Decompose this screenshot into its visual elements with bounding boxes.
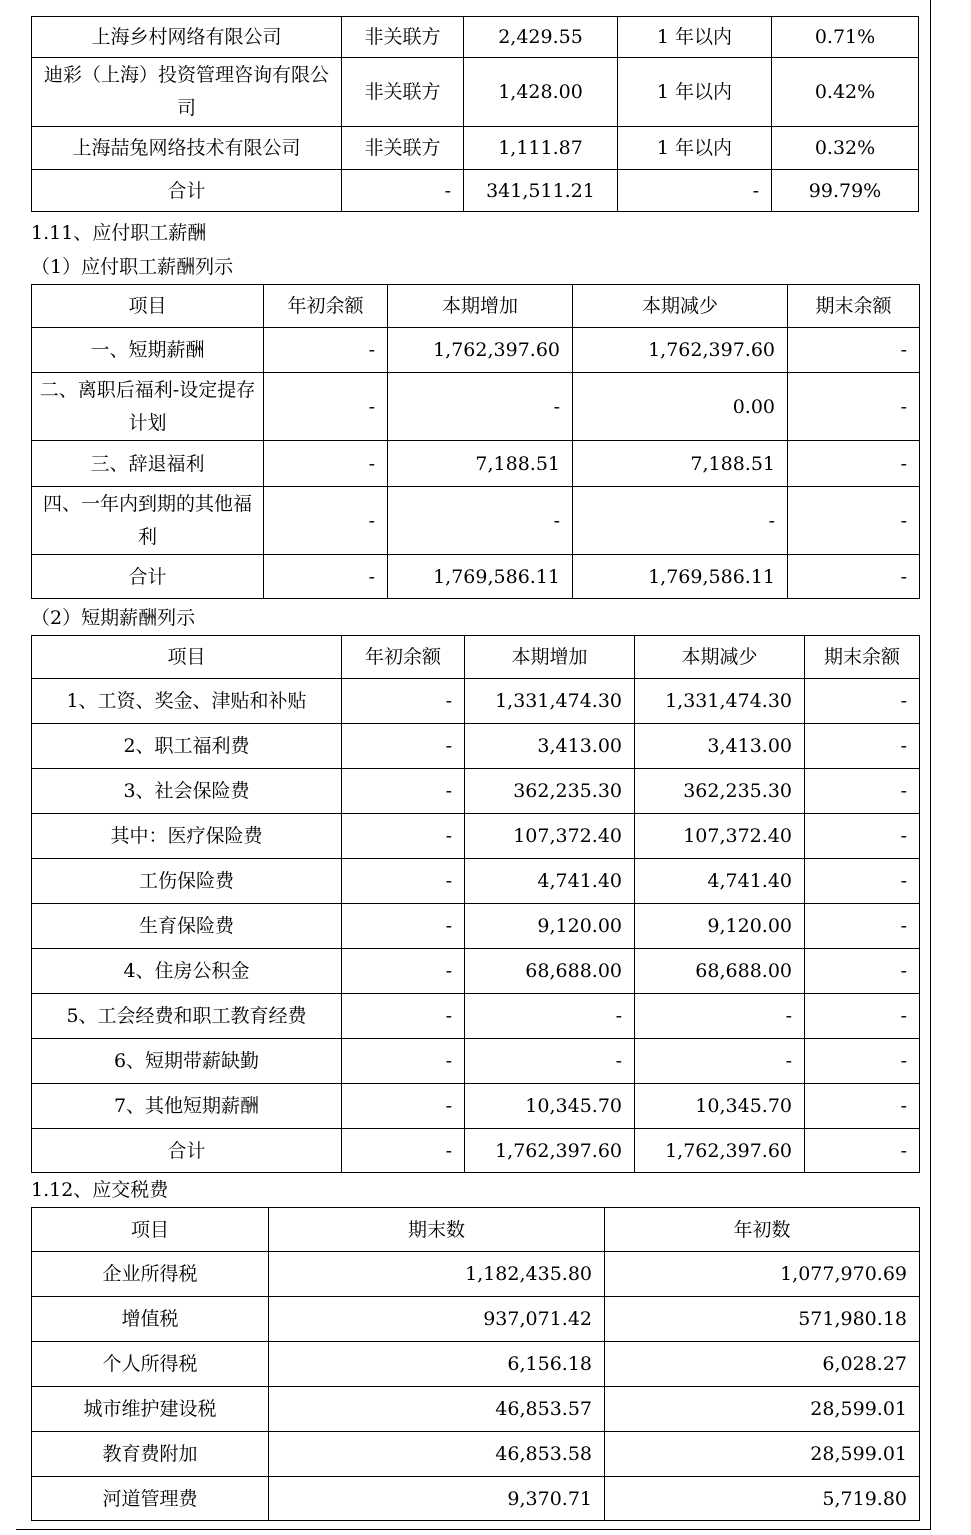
closing-cell: - — [788, 487, 920, 555]
decrease-cell: - — [573, 487, 788, 555]
decrease-cell: 10,345.70 — [635, 1084, 805, 1129]
decrease-cell: 0.00 — [573, 373, 788, 441]
table-row — [32, 769, 920, 814]
opening-cell: - — [342, 904, 465, 949]
item-cell: 四、一年内到期的其他福利 — [32, 487, 264, 555]
increase-cell: 1,769,586.11 — [388, 555, 573, 599]
table-row — [32, 904, 920, 949]
opening-cell: - — [264, 555, 388, 599]
closing-cell: - — [788, 441, 920, 487]
tax-item-cell: 企业所得税 — [32, 1252, 269, 1297]
opening-cell: - — [342, 949, 465, 994]
decrease-cell: 1,762,397.60 — [635, 1129, 805, 1173]
column-header: 项目 — [32, 285, 264, 328]
table-row — [32, 859, 920, 904]
relation-cell: 非关联方 — [342, 127, 464, 170]
item-cell: 6、短期带薪缺勤 — [32, 1039, 342, 1084]
item-cell: 二、离职后福利-设定提存计划 — [32, 373, 264, 441]
increase-cell: 4,741.40 — [465, 859, 635, 904]
company-name-cell: 上海乡村网络有限公司 — [32, 17, 342, 58]
closing-cell: - — [805, 769, 920, 814]
table-row — [32, 17, 919, 58]
decrease-cell: 68,688.00 — [635, 949, 805, 994]
decrease-cell: 107,372.40 — [635, 814, 805, 859]
item-cell: 三、辞退福利 — [32, 441, 264, 487]
closing-amount-cell: 937,071.42 — [269, 1297, 605, 1342]
decrease-cell: 1,769,586.11 — [573, 555, 788, 599]
decrease-cell: - — [635, 994, 805, 1039]
receivables-table — [31, 16, 919, 212]
amount-cell: 2,429.55 — [464, 17, 618, 58]
closing-cell: - — [805, 724, 920, 769]
column-header: 本期增加 — [465, 636, 635, 679]
company-name-cell: 上海喆兔网络技术有限公司 — [32, 127, 342, 170]
relation-cell: - — [342, 170, 464, 212]
increase-cell: 68,688.00 — [465, 949, 635, 994]
closing-cell: - — [788, 328, 920, 373]
increase-cell: 362,235.30 — [465, 769, 635, 814]
table-row — [32, 1129, 920, 1173]
table-row — [32, 949, 920, 994]
column-header: 期末数 — [269, 1208, 605, 1252]
tax-payable-table — [31, 1207, 920, 1521]
aging-cell: - — [618, 170, 772, 212]
increase-cell: 9,120.00 — [465, 904, 635, 949]
table-row — [32, 814, 920, 859]
opening-amount-cell: 28,599.01 — [605, 1387, 920, 1432]
item-cell: 7、其他短期薪酬 — [32, 1084, 342, 1129]
column-header: 项目 — [32, 1208, 269, 1252]
item-cell: 2、职工福利费 — [32, 724, 342, 769]
decrease-cell: 7,188.51 — [573, 441, 788, 487]
table-row — [32, 1342, 920, 1387]
amount-cell: 1,111.87 — [464, 127, 618, 170]
table-header-row — [32, 636, 920, 679]
table-row — [32, 555, 920, 599]
increase-cell: 1,762,397.60 — [388, 328, 573, 373]
tax-item-cell: 城市维护建设税 — [32, 1387, 269, 1432]
item-cell: 工伤保险费 — [32, 859, 342, 904]
decrease-cell: 362,235.30 — [635, 769, 805, 814]
opening-cell: - — [342, 994, 465, 1039]
tax-item-cell: 个人所得税 — [32, 1342, 269, 1387]
aging-cell: 1 年以内 — [618, 17, 772, 58]
closing-cell: - — [805, 679, 920, 724]
total-label-cell: 合计 — [32, 170, 342, 212]
closing-cell: - — [788, 373, 920, 441]
opening-amount-cell: 5,719.80 — [605, 1477, 920, 1521]
column-header: 年初数 — [605, 1208, 920, 1252]
increase-cell: 1,762,397.60 — [465, 1129, 635, 1173]
table-row — [32, 1297, 920, 1342]
tax-item-cell: 教育费附加 — [32, 1432, 269, 1477]
opening-amount-cell: 28,599.01 — [605, 1432, 920, 1477]
ratio-cell: 0.71% — [772, 17, 919, 58]
table-header-row — [32, 1208, 920, 1252]
closing-amount-cell: 1,182,435.80 — [269, 1252, 605, 1297]
item-cell: 生育保险费 — [32, 904, 342, 949]
column-header: 期末余额 — [805, 636, 920, 679]
increase-cell: 10,345.70 — [465, 1084, 635, 1129]
column-header: 本期增加 — [388, 285, 573, 328]
item-cell: 1、工资、奖金、津贴和补贴 — [32, 679, 342, 724]
column-header: 年初余额 — [342, 636, 465, 679]
closing-cell: - — [805, 904, 920, 949]
relation-cell: 非关联方 — [342, 17, 464, 58]
amount-cell: 1,428.00 — [464, 58, 618, 127]
opening-cell: - — [264, 328, 388, 373]
table-row — [32, 1477, 920, 1521]
increase-cell: - — [465, 1039, 635, 1084]
closing-amount-cell: 9,370.71 — [269, 1477, 605, 1521]
opening-amount-cell: 1,077,970.69 — [605, 1252, 920, 1297]
increase-cell: 107,372.40 — [465, 814, 635, 859]
closing-amount-cell: 46,853.58 — [269, 1432, 605, 1477]
aging-cell: 1 年以内 — [618, 58, 772, 127]
decrease-cell: 1,762,397.60 — [573, 328, 788, 373]
opening-amount-cell: 6,028.27 — [605, 1342, 920, 1387]
opening-cell: - — [342, 1084, 465, 1129]
table-row — [32, 679, 920, 724]
table-row — [32, 724, 920, 769]
table-row — [32, 58, 919, 127]
increase-cell: 1,331,474.30 — [465, 679, 635, 724]
decrease-cell: 9,120.00 — [635, 904, 805, 949]
tax-item-cell: 增值税 — [32, 1297, 269, 1342]
ratio-cell: 0.32% — [772, 127, 919, 170]
relation-cell: 非关联方 — [342, 58, 464, 127]
closing-cell: - — [805, 1039, 920, 1084]
amount-cell: 341,511.21 — [464, 170, 618, 212]
decrease-cell: 4,741.40 — [635, 859, 805, 904]
column-header: 期末余额 — [788, 285, 920, 328]
table-row — [32, 1039, 920, 1084]
increase-cell: 7,188.51 — [388, 441, 573, 487]
opening-amount-cell: 571,980.18 — [605, 1297, 920, 1342]
opening-cell: - — [342, 1129, 465, 1173]
section-heading-1-11: 1.11、应付职工薪酬 — [31, 222, 207, 244]
increase-cell: 3,413.00 — [465, 724, 635, 769]
table-header-row — [32, 285, 920, 328]
table-row — [32, 373, 920, 441]
table-row — [32, 328, 920, 373]
total-label-cell: 合计 — [32, 1129, 342, 1173]
decrease-cell: - — [635, 1039, 805, 1084]
opening-cell: - — [342, 679, 465, 724]
increase-cell: - — [388, 487, 573, 555]
table-row — [32, 487, 920, 555]
opening-cell: - — [342, 814, 465, 859]
closing-cell: - — [805, 814, 920, 859]
table-row — [32, 441, 920, 487]
table-row — [32, 170, 919, 212]
table-row — [32, 1432, 920, 1477]
item-cell: 4、住房公积金 — [32, 949, 342, 994]
table-row — [32, 1387, 920, 1432]
decrease-cell: 1,331,474.30 — [635, 679, 805, 724]
subheading-short-term-pay: （2）短期薪酬列示 — [31, 607, 196, 629]
opening-cell: - — [264, 487, 388, 555]
increase-cell: - — [465, 994, 635, 1039]
increase-cell: - — [388, 373, 573, 441]
subheading-payroll-list: （1）应付职工薪酬列示 — [31, 256, 234, 278]
company-name-cell: 迪彩（上海）投资管理咨询有限公司 — [32, 58, 342, 127]
closing-amount-cell: 46,853.57 — [269, 1387, 605, 1432]
tax-item-cell: 河道管理费 — [32, 1477, 269, 1521]
table-row — [32, 994, 920, 1039]
opening-cell: - — [342, 1039, 465, 1084]
item-cell: 5、工会经费和职工教育经费 — [32, 994, 342, 1039]
table-row — [32, 1252, 920, 1297]
closing-cell: - — [805, 1084, 920, 1129]
column-header: 年初余额 — [264, 285, 388, 328]
column-header: 本期减少 — [573, 285, 788, 328]
closing-cell: - — [805, 859, 920, 904]
short-term-pay-table — [31, 635, 920, 1173]
opening-cell: - — [342, 769, 465, 814]
table-row — [32, 127, 919, 170]
closing-cell: - — [805, 1129, 920, 1173]
opening-cell: - — [342, 859, 465, 904]
item-cell: 一、短期薪酬 — [32, 328, 264, 373]
closing-cell: - — [805, 949, 920, 994]
section-heading-1-12: 1.12、应交税费 — [31, 1179, 169, 1201]
opening-cell: - — [342, 724, 465, 769]
aging-cell: 1 年以内 — [618, 127, 772, 170]
column-header: 本期减少 — [635, 636, 805, 679]
decrease-cell: 3,413.00 — [635, 724, 805, 769]
column-header: 项目 — [32, 636, 342, 679]
opening-cell: - — [264, 373, 388, 441]
payroll-table — [31, 284, 920, 599]
item-cell: 3、社会保险费 — [32, 769, 342, 814]
closing-amount-cell: 6,156.18 — [269, 1342, 605, 1387]
opening-cell: - — [264, 441, 388, 487]
ratio-cell: 0.42% — [772, 58, 919, 127]
table-row — [32, 1084, 920, 1129]
closing-cell: - — [805, 994, 920, 1039]
closing-cell: - — [788, 555, 920, 599]
total-label-cell: 合计 — [32, 555, 264, 599]
ratio-cell: 99.79% — [772, 170, 919, 212]
item-cell: 其中：医疗保险费 — [32, 814, 342, 859]
